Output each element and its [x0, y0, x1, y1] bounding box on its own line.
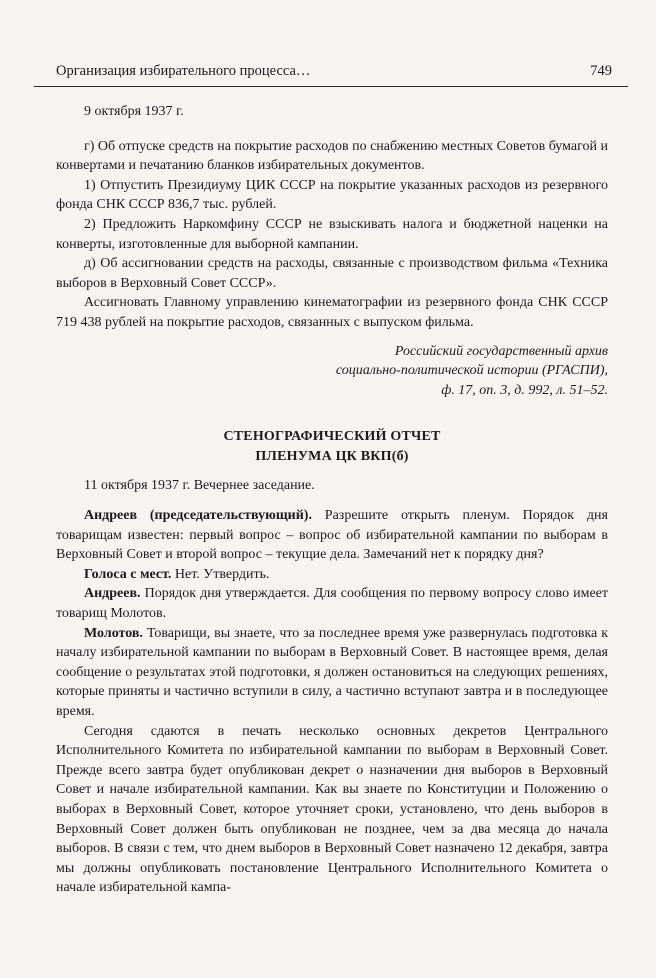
molotov-continuation: Сегодня сдаются в печать несколько основных декретов Центрального Исполнительного Комитета по избирательной кампании по выборам в Верховный Совет. Прежде всего завтра будет опубликован декрет о назначении дня выборов в Верховный Совет и начале избирательной кампании. Как вы знаете по Конституции и Положению о выборах в Верховный Совет, которое уточняет сроки, установлено, что день выборов в Верховный Совет должен быть опубликован не позднее, чем за два месяца до начала выборов. В связи с тем, что днем выборов в Верховный Совет назначено 12 декабря, завтра мы должны опубликовать постановление Центрального Исполнительного Комитета о начале избирательной кампа-: [56, 723, 608, 896]
speech-text: Разрешите открыть пленум. Порядок дня товарищам известен: первый вопрос – вопрос об избирательной кампании по выборам в Верховный Совет и второй вопрос – текущие дела. Замечаний нет к порядку дня?: [56, 508, 608, 563]
session-date: 11 октября 1937 г. Вечернее заседание.: [84, 477, 315, 493]
speech-text: Нет. Утвердить.: [174, 566, 270, 582]
archive-source-line-2: социально-политической истории (РГАСПИ),: [335, 363, 608, 379]
running-title: Организация избирательного процесса…: [56, 63, 311, 79]
archive-source-line-3: ф. 17, оп. 3, д. 992, л. 51–52.: [441, 382, 608, 398]
speech-voices: [56, 565, 608, 585]
speaker-name: Андреев (председательствующий).: [84, 508, 312, 524]
decision-point-1: 1) Отпустить Президиуму ЦИК СССР на покрытие указанных расходов из резервного фонда СНК СССР 836,7 тыс. рублей.: [56, 177, 608, 213]
section-heading-line-1: СТЕНОГРАФИЧЕСКИЙ ОТЧЕТ: [223, 429, 441, 445]
document-date: 9 октября 1937 г.: [84, 104, 184, 119]
decision-item-d: д) Об ассигновании средств на расходы, связанные с производством фильма «Техника выборов в Верховный Совет СССР».: [56, 256, 608, 291]
running-header: [56, 58, 612, 80]
speech-andreev-agenda: [56, 584, 608, 623]
speech-text: Товарищи, вы знаете, что за последнее время уже развернулась подготовка к началу избирательной кампании по выборам в Верховный Совет. В настоящее время, делая сообщение о результатах этой подготовки, я должен остановиться на следующих решениях, которые приняты и частично вступили в силу, а частично вступают завтра и в последующее время.: [56, 625, 608, 720]
decision-assign: Ассигновать Главному управлению кинематографии из резервного фонда СНК СССР 719 438 рублей на покрытие расходов, связанных с выпуском фильма.: [56, 295, 608, 330]
speech-molotov: [56, 624, 608, 722]
speech-andreev-open: [56, 506, 608, 565]
header-rule: [34, 86, 628, 87]
section-heading-line-2: ПЛЕНУМА ЦК ВКП(б): [255, 448, 409, 464]
speaker-name: Молотов.: [84, 625, 143, 641]
page-body: [56, 94, 608, 898]
decision-item-g: г) Об отпуске средств на покрытие расходов по снабжению местных Советов бумагой и конвертами и печатанию бланков избирательных документов.: [56, 138, 608, 174]
archive-source-line-1: Российский государственный архив: [394, 343, 608, 359]
speaker-name: Андреев.: [84, 586, 141, 602]
speaker-name: Голоса с мест.: [84, 566, 172, 582]
decision-point-2: 2) Предложить Наркомфину СССР не взыскивать налога и бюджетной наценки на конверты, изготовленные для выборной кампании.: [56, 216, 608, 252]
page-number: 749: [590, 63, 612, 79]
speech-text: Порядок дня утверждается. Для сообщения по первому вопросу слово имеет товарищ Молотов.: [56, 586, 609, 622]
